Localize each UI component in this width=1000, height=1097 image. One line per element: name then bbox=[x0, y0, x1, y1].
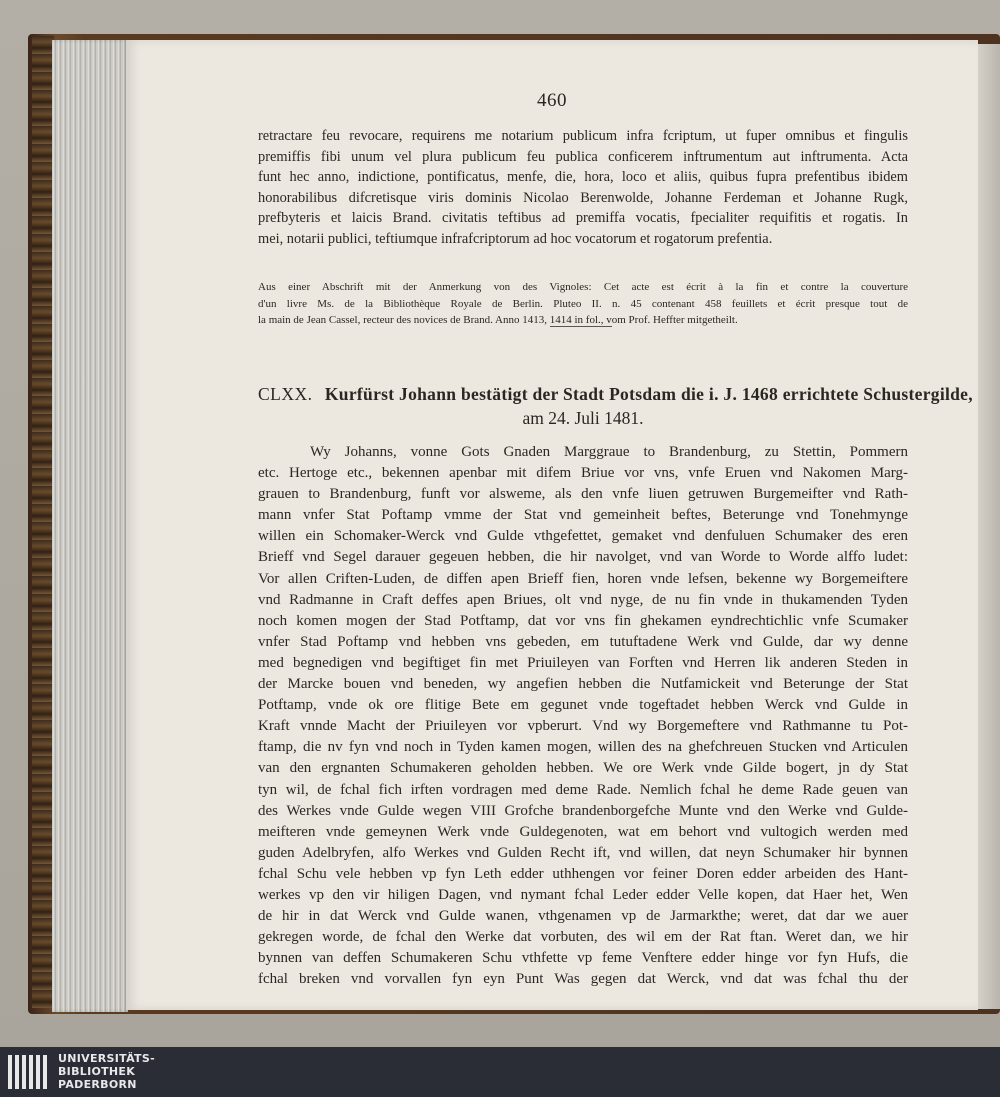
library-name-line: BIBLIOTHEK bbox=[58, 1065, 136, 1078]
section-divider bbox=[550, 326, 612, 327]
document-date: am 24. Juli 1481. bbox=[522, 408, 644, 428]
body-line: Potftamp, vnde ok ore flitige Bete em gegunet vnde togeftadet hebben Werck vnd Gulde in bbox=[258, 697, 908, 714]
continuation-paragraph bbox=[258, 126, 908, 250]
library-logo-icon bbox=[8, 1055, 47, 1089]
body-line: willen ein Schomaker-Werck vnd Gulde vthgefettet, gemaket vnd denfuluen Schumaker des eren bbox=[258, 528, 908, 545]
footnote bbox=[258, 279, 908, 329]
cover-edge bbox=[32, 36, 54, 1008]
library-name-line: UNIVERSITÄTS- bbox=[58, 1052, 155, 1065]
text-line: prefbyteris et laicis Brand. civitatis teftibus ad premiffa vocatis, fpecialiter requifitis et rogatis. In bbox=[258, 210, 908, 227]
body-line: ftamp, die nv fyn vnd noch in Tyden kamen mogen, willen des na ghefchreuen Stucken vnd Articulen bbox=[258, 739, 908, 756]
body-line: Brieff vnd Segel darauer gegeuen hebben, die hir navolget, vnd van Worde to Worde alffo ludet: bbox=[258, 549, 908, 566]
page-stack bbox=[52, 40, 128, 1012]
library-name bbox=[58, 1052, 155, 1091]
body-line: des Werkes vnde Gulde wegen VIII Grofche brandenborgefche Munte vnd den Werke vnd Gulde- bbox=[258, 802, 908, 819]
body-line: werkes vp den vir hiligen Dagen, vnd nymant fchal Leder edder Velle kopen, dat Haer het, Wen bbox=[258, 886, 908, 903]
body-line: vnd Radmanne in Craft deffes apen Briues, olt vnd nyge, de nu fin vnde in thukamenden Tyden bbox=[258, 591, 908, 608]
document-body bbox=[258, 442, 908, 990]
body-line: grauen to Brandenburg, funft vor alsweme, als den vnfe liuen getruwen Burgemeifter vnd Rath- bbox=[258, 486, 908, 503]
document-heading bbox=[258, 382, 973, 430]
body-line: gekregen worde, de fchal den Werke dat vorbuten, des wil em der Rat ftan. Weret dan, we hir bbox=[258, 929, 908, 946]
body-line: bynnen van deffen Schumakeren Schu vthfette vp feme Venftere edder hinge vor fyn Hufs, die bbox=[258, 950, 908, 967]
body-line: der Marcke bouen vnd beneden, wy angefien hebben die Nutfamickeit vnd Beterunge der Stat bbox=[258, 676, 908, 693]
body-line: fchal breken vnd vorvallen fyn eyn Punt Was gegen dat Werck, vnd dat was fchal thu der bbox=[258, 971, 908, 988]
book-page bbox=[126, 40, 978, 1010]
text-line: funt hec anno, indictione, pontificatus, menfe, die, hora, loco et aliis, quibus fupra prefentibus ibidem bbox=[258, 169, 908, 186]
body-line: tyn wil, de fchal fich irften vordragen med deme Rade. Nemlich fchal he deme Rade geuen van bbox=[258, 781, 908, 798]
document-number: CLXX. bbox=[258, 384, 313, 404]
page-number: 460 bbox=[537, 90, 567, 111]
heading-line-1 bbox=[258, 382, 973, 406]
library-name-line: PADERBORN bbox=[58, 1078, 137, 1091]
body-line: van den ergnanten Schumakeren geholden hebben. We ore Werk vnde Gilde bogert, jn dy Stat bbox=[258, 760, 908, 777]
body-line: fchal Schu vele hebben vp fyn Leth edder uthhengen vor feiner Doren edder arbeiden des Hant- bbox=[258, 865, 908, 882]
body-line: Wy Johanns, vonne Gots Gnaden Marggraue to Brandenburg, zu Stettin, Pommern bbox=[310, 444, 908, 460]
note-line: la main de Jean Cassel, recteur des novices de Brand. Anno 1413, 1414 in fol., vom Prof. Heffter mitgetheilt. bbox=[258, 314, 738, 326]
body-line: de hir in dat Werck vnd Gulde wanen, vthgenamen vp de Jarmarkthe; weret, dat dar we auer bbox=[258, 908, 908, 925]
text-line: honorabilibus difcretisque viris dominis Nicolao Berenwolde, Johanne Ferdeman et Johanne Rugk, bbox=[258, 189, 908, 206]
note-line: d'un livre Ms. de la Bibliothèque Royale de Berlin. Pluteo II. n. 45 contenant 458 feuillets et écrit presque tout de bbox=[258, 297, 908, 310]
text-line: premiffis fibi unum vel plura publicum feu publica conficerem inftrumentum aut inftrumenta. Acta bbox=[258, 148, 908, 165]
body-line: med begnedigen vnd begiftiget fin met Priuileyen van Forften vnd Herren lik anderen Steden in bbox=[258, 654, 908, 671]
body-line: Kraft vnnde Macht der Priuileyen vor vpberurt. Vnd wy Borgemeftere vnd Rathmanne tu Pot- bbox=[258, 718, 908, 735]
body-line: mann vnfer Stat Poftamp vmme der Stat vnd gemeinheit beftes, Beterunge vnd Tonehmynge bbox=[258, 507, 908, 524]
note-line: Aus einer Abschrift mit der Anmerkung von des Vignoles: Cet acte est écrit à la fin et contre la couverture bbox=[258, 281, 908, 293]
document-title: Kurfürst Johann bestätigt der Stadt Potsdam die i. J. 1468 errichtete Schustergilde, bbox=[324, 384, 973, 404]
body-line: noch komen mogen der Stad Potftamp, dat vor vns fin ghekamen eyndrechtichlic vnfe Scumaker bbox=[258, 612, 908, 629]
text-line: mei, notarii publici, teftiumque infrafcriptorum ad hoc vocatorum et rogatorum prefentia. bbox=[258, 230, 773, 247]
text-line: retractare feu revocare, requirens me notarium publicum infra fcriptum, ut fuper omnibus et fingulis bbox=[258, 128, 908, 144]
body-line: guden Adelbryfen, alfo Werkes vnd Gulden Recht ift, vnd willen, dat neyn Schumaker hir bynnen bbox=[258, 844, 908, 861]
body-line: meifteren vnde gemeynen Werk vnde Guldegenoten, wat em behort vnd vultogich werden med bbox=[258, 823, 908, 840]
body-line: Vor allen Criften-Luden, de diffen apen Brieff fien, horen vnde lefsen, bekenne wy Borgemeiftere bbox=[258, 570, 908, 587]
page-right-edge bbox=[976, 44, 1000, 1009]
body-line: etc. Hertoge etc., bekennen apenbar mit difem Briue vor vns, vnfe Eruen vnd Nakomen Marg- bbox=[258, 465, 908, 482]
body-line: vnfer Stad Poftamp vnd hebben vns gebeden, em tutuftadene Werk vnd Gulde, dar wy denne bbox=[258, 633, 908, 650]
library-footer bbox=[0, 1047, 1000, 1097]
